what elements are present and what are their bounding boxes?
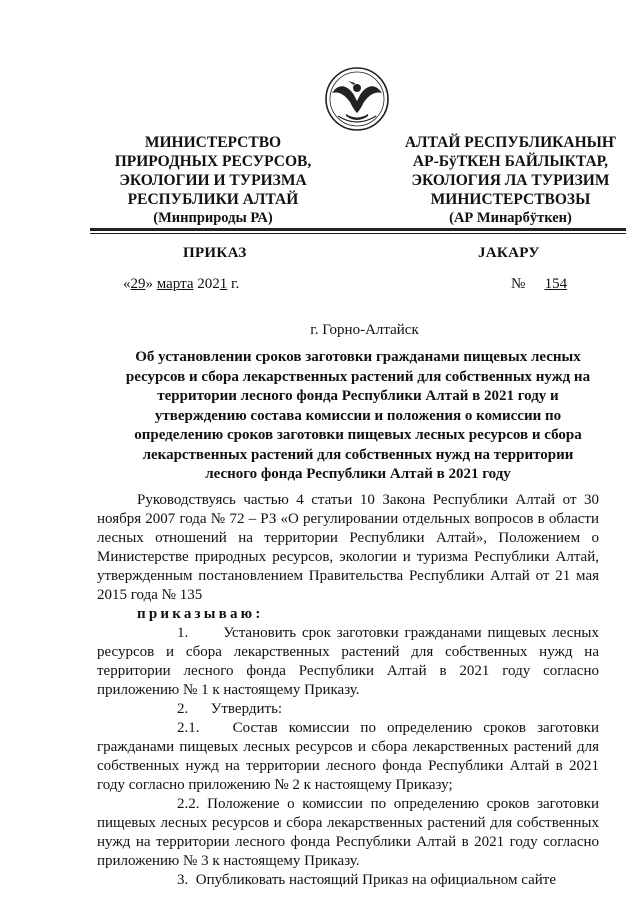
ministry-alt-line: АЛТАЙ РЕСПУБЛИКАНЫҤ	[404, 134, 617, 151]
date-year-suffix: 1	[219, 276, 228, 292]
title-line: утверждению состава комиссии и положения о комиссии по	[154, 407, 562, 424]
date-month: марта	[156, 276, 194, 292]
item-number: 2.2.	[177, 796, 200, 812]
ministry-ru-line: ЭКОЛОГИИ И ТУРИЗМА	[119, 172, 307, 189]
doc-type-russian: ПРИКАЗ	[183, 245, 247, 261]
item-number: 2.	[177, 701, 189, 717]
date-quote-close: »	[145, 276, 157, 292]
order-item-3	[97, 871, 599, 890]
doc-type-altai: JАКАРУ	[478, 245, 540, 261]
orders-word: приказываю:	[137, 606, 264, 622]
title-line: лесного фонда Республики Алтай в 2021 году	[205, 466, 511, 482]
order-item-2	[97, 700, 599, 719]
item-text: Состав комиссии по определению сроков заготовки гражданами пищевых лесных ресурсов и сбора лекарственных растений для собственных нужд на территории лесного фонда Республики Алтай в 2021 году согласно приложению № 2 к настоящему Приказу;	[97, 720, 599, 793]
ministry-alt-line: ЭКОЛОГИЯ ЛА ТУРИЗИМ	[411, 172, 610, 189]
preamble: Руководствуясь частью 4 статьи 10 Закона Республики Алтай от 30 ноября 2007 года № 72 – РЗ «О регулировании отдельных вопросов в области лесных отношений на территории Республики Алтай», Положением о Министерстве природных ресурсов, экологии и туризма Республики Алтай, утвержденным постановлением Правительства Республики Алтай от 21 мая 2015 года № 135	[97, 492, 599, 603]
order-item-1	[97, 624, 599, 700]
date-day: 29	[130, 276, 146, 292]
title-line: ресурсов и сбора лекарственных растений для собственных нужд на	[125, 368, 591, 385]
city: г. Горно-Алтайск	[310, 322, 419, 338]
item-text: Опубликовать настоящий Приказ на официальном сайте	[195, 872, 557, 888]
order-title	[96, 348, 620, 485]
date-year-prefix: 202	[193, 276, 220, 292]
title-line: территории лесного фонда Республики Алтай в 2021 году и	[157, 388, 559, 404]
ministry-alt-line: МИНИСТЕРСТВОЗЫ	[430, 191, 591, 208]
ministry-ru-line: РЕСПУБЛИКИ АЛТАЙ	[127, 191, 299, 208]
republic-altai-emblem-icon	[324, 66, 390, 132]
ministry-name-altai	[393, 133, 628, 228]
ministry-ru-line: ПРИРОДНЫХ РЕСУРСОВ,	[114, 153, 312, 170]
ministry-ru-line: МИНИСТЕРСТВО	[144, 134, 282, 151]
title-line: определению сроков заготовки пищевых лесных ресурсов и сбора	[134, 427, 582, 443]
item-number: 3.	[177, 872, 189, 888]
header-divider-thick	[90, 228, 626, 231]
item-text: Установить срок заготовки гражданами пищевых лесных ресурсов и сбора лекарственных растений для собственных нужд на территории лесного фонда Республики Алтай в 2021 году согласно приложению № 1 к настоящему Приказу.	[97, 625, 599, 698]
header-divider-thin	[90, 233, 626, 234]
item-text: Утвердить:	[210, 701, 283, 717]
date-end: г.	[227, 276, 240, 292]
date-quote-open: «	[123, 276, 131, 292]
order-body	[97, 491, 599, 890]
item-text: Положение о комиссии по определению сроков заготовки пищевых лесных ресурсов и сбора лекарственных растений для собственных нужд на территории лесного фонда Республики Алтай в 2021 году согласно приложению № 3 к настоящему Приказу.	[97, 796, 599, 869]
ministry-alt-abbreviation: (АР Минарбÿткен)	[449, 210, 572, 226]
ministry-name-russian	[88, 133, 338, 228]
order-item-2-2	[97, 795, 599, 871]
item-number: 2.1.	[177, 720, 200, 736]
number-value: 154	[544, 276, 568, 292]
title-line: Об установлении сроков заготовки гражданами пищевых лесных	[135, 349, 581, 365]
ministry-alt-line: АР-БÿТКЕН БАЙЛЫКТАР,	[412, 153, 609, 170]
title-line: лекарственных растений для собственных нужд на территории	[142, 446, 574, 463]
order-item-2-1	[97, 719, 599, 795]
ministry-ru-abbreviation: (Минприроды РА)	[153, 210, 273, 226]
order-number	[511, 276, 567, 293]
order-date	[123, 276, 239, 293]
item-number: 1.	[177, 625, 189, 641]
number-label: №	[511, 276, 526, 292]
